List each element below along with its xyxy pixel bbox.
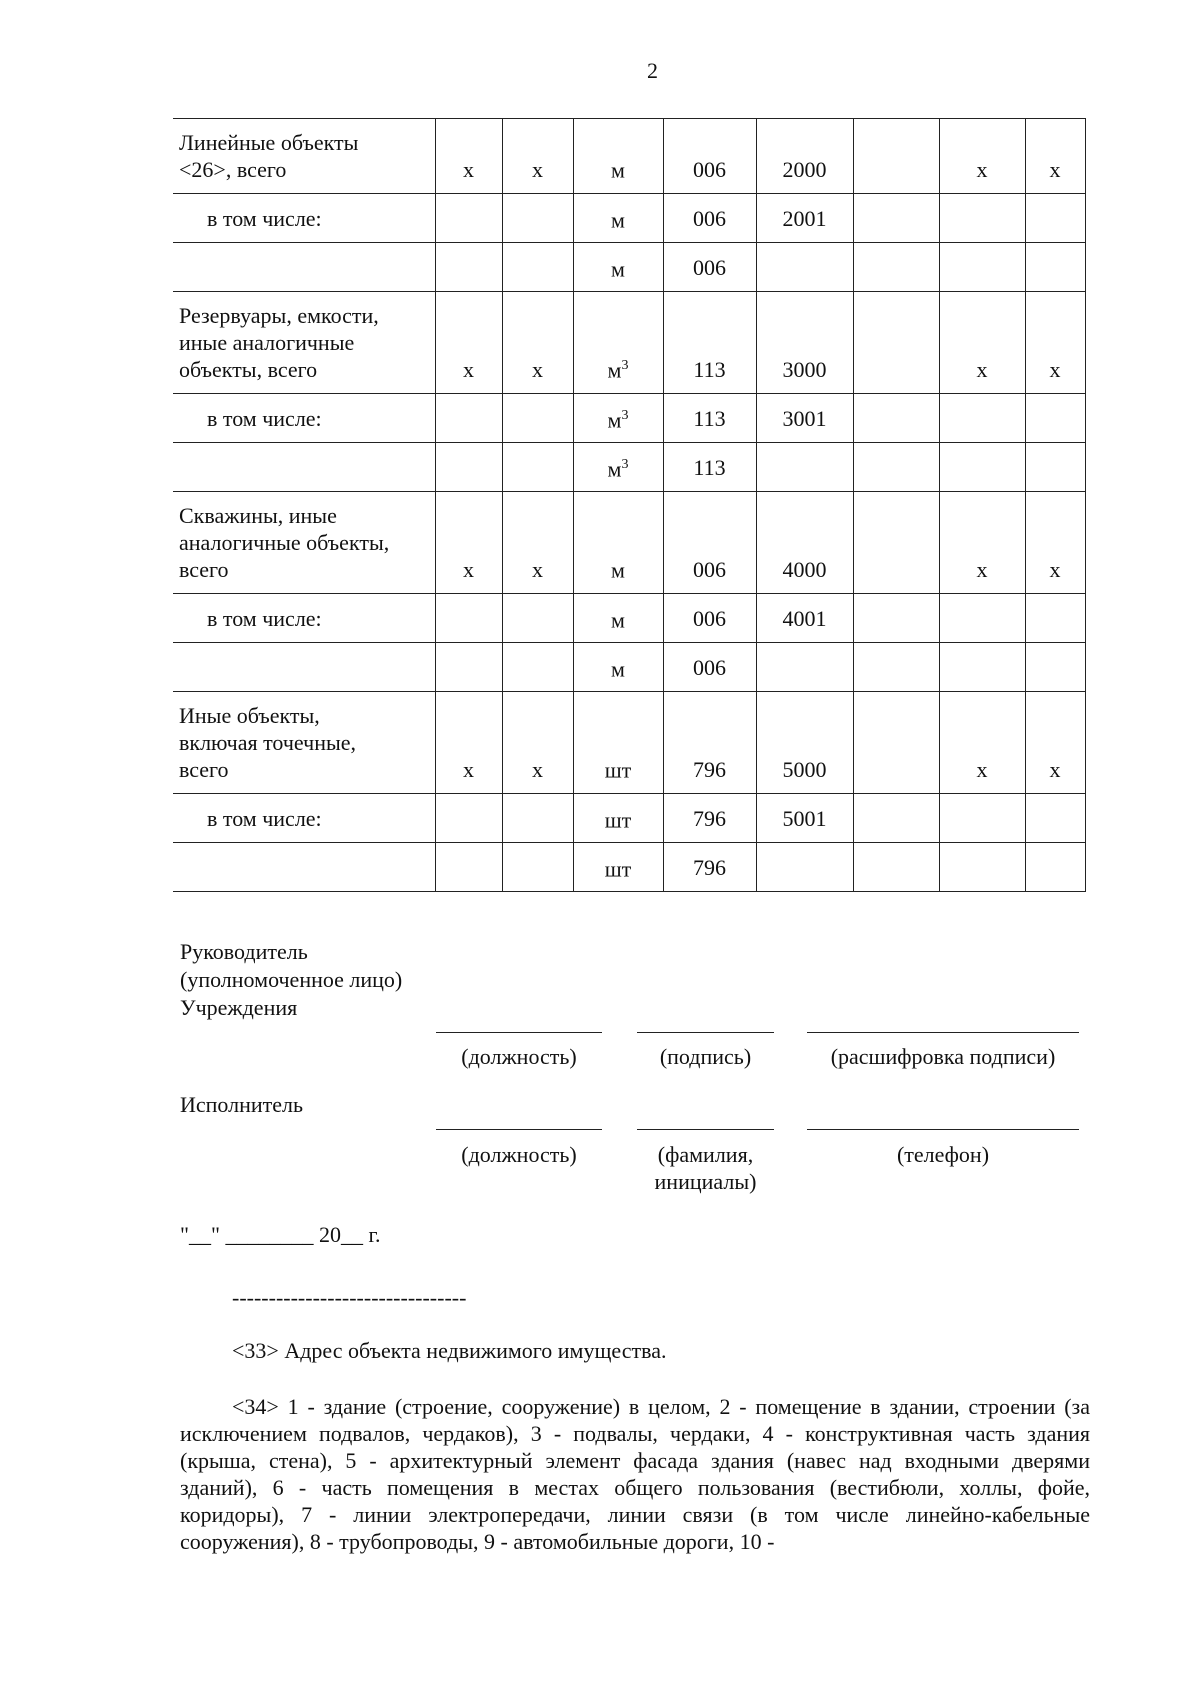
head-caption-decoding: (расшифровка подписи) xyxy=(830,1044,1056,1069)
cell-row-code xyxy=(756,492,853,594)
cell-row-code-text: 2001 xyxy=(782,205,827,231)
cell-col-7 xyxy=(939,643,1025,692)
exec-caption-phone: (телефон) xyxy=(896,1142,990,1167)
exec-caption-position: (должность) xyxy=(461,1142,577,1167)
cell-col-7-text: х xyxy=(976,357,988,382)
cell-col-1 xyxy=(435,692,502,794)
row-name xyxy=(173,692,435,794)
table-row xyxy=(173,843,1085,892)
cell-unit-text: м xyxy=(611,157,625,182)
cell-unit xyxy=(573,594,663,643)
cell-col-1-text: х xyxy=(463,757,474,782)
cell-col-2 xyxy=(502,292,573,394)
cell-col-7 xyxy=(939,492,1025,594)
cell-okei-code xyxy=(663,492,756,594)
cell-okei-code-text: 796 xyxy=(693,854,726,880)
head-label-line1: Руководитель xyxy=(180,939,308,964)
row-name xyxy=(173,194,435,243)
cell-row-code xyxy=(756,843,853,892)
cell-col-8 xyxy=(1025,594,1085,643)
exec-caption-name xyxy=(637,1141,774,1195)
cell-col-8 xyxy=(1025,492,1085,594)
cell-col-1 xyxy=(435,394,502,443)
cell-unit-text: м xyxy=(607,456,622,482)
cell-col-1-text: х xyxy=(463,357,474,382)
cell-col-7 xyxy=(939,194,1025,243)
cell-row-code xyxy=(756,443,853,492)
table-row xyxy=(173,692,1085,794)
cell-col-8 xyxy=(1025,243,1085,292)
cell-col-1 xyxy=(435,794,502,843)
cell-col-8 xyxy=(1025,692,1085,794)
cell-unit xyxy=(573,643,663,692)
row-name-line: Скважины, иные xyxy=(179,503,337,528)
cell-unit-text: м xyxy=(607,407,622,433)
cell-col-2 xyxy=(502,394,573,443)
cell-unit xyxy=(573,692,663,794)
table-row xyxy=(173,443,1085,492)
cell-col-2-text: х xyxy=(532,157,543,182)
row-name xyxy=(173,119,435,194)
cell-col-8 xyxy=(1025,843,1085,892)
cell-col-8-text: х xyxy=(1049,357,1061,382)
cell-col-1 xyxy=(435,643,502,692)
cell-col-6 xyxy=(853,194,939,243)
row-name-line: Резервуары, емкости, xyxy=(179,303,379,328)
cell-unit xyxy=(573,492,663,594)
row-name-line: в том числе: xyxy=(207,405,322,431)
cell-unit xyxy=(573,394,663,443)
cell-row-code xyxy=(756,594,853,643)
cell-col-8-text: х xyxy=(1049,557,1061,582)
unit-exponent: 3 xyxy=(621,357,629,373)
cell-col-7-text: х xyxy=(976,757,988,782)
row-name xyxy=(173,643,435,692)
cell-col-7 xyxy=(939,443,1025,492)
cell-col-2-text: х xyxy=(532,757,543,782)
cell-okei-code xyxy=(663,292,756,394)
cell-okei-code-text: 006 xyxy=(693,254,726,280)
cell-col-6 xyxy=(853,243,939,292)
cell-okei-code xyxy=(663,243,756,292)
cell-col-7 xyxy=(939,594,1025,643)
head-caption-position: (должность) xyxy=(461,1044,577,1069)
row-name-line: аналогичные объекты, xyxy=(179,530,390,555)
head-label xyxy=(180,938,402,1022)
row-name-line: иные аналогичные xyxy=(179,330,355,355)
cell-col-7-text: х xyxy=(976,157,988,182)
cell-unit-text: шт xyxy=(604,757,632,782)
date-line: "__" ________ 20__ г. xyxy=(180,1222,381,1247)
cell-col-2 xyxy=(502,194,573,243)
cell-col-6 xyxy=(853,492,939,594)
cell-okei-code xyxy=(663,594,756,643)
cell-row-code xyxy=(756,243,853,292)
cell-row-code xyxy=(756,794,853,843)
row-name xyxy=(173,443,435,492)
cell-col-6 xyxy=(853,843,939,892)
unit-exponent: 3 xyxy=(621,408,629,424)
exec-name-line xyxy=(637,1129,774,1130)
head-decoding-line xyxy=(807,1032,1079,1033)
row-name-line: <26>, всего xyxy=(179,157,287,182)
cell-col-8 xyxy=(1025,292,1085,394)
cell-unit xyxy=(573,843,663,892)
cell-col-7 xyxy=(939,394,1025,443)
cell-col-1 xyxy=(435,594,502,643)
table-row xyxy=(173,643,1085,692)
cell-col-8 xyxy=(1025,643,1085,692)
cell-col-6 xyxy=(853,119,939,194)
row-name-line: Иные объекты, xyxy=(179,703,320,728)
footnote-34: <34> 1 - здание (строение, сооружение) в целом, 2 - помещение в здании, строении (за исключением подвалов, чердаков), 3 - подвалы, чердаки, 4 - конструктивная часть здания (крыша, стена), 5 - архитектурный элемент фасада здания (навес над входными дверями зданий), 6 - часть помещения в местах общего пользования (вестибюли, холлы, фойе, коридоры), 7 - линии электропередачи, линии связи (в том числе линейно-кабельные сооружения), 8 - трубопроводы, 9 - автомобильные дороги, 10 - xyxy=(180,1394,1090,1554)
cell-okei-code xyxy=(663,843,756,892)
head-position-line xyxy=(436,1032,602,1033)
cell-okei-code xyxy=(663,119,756,194)
cell-row-code xyxy=(756,194,853,243)
cell-col-7 xyxy=(939,119,1025,194)
cell-unit-text: м xyxy=(611,207,625,233)
cell-unit-text: м xyxy=(611,557,625,582)
table-row xyxy=(173,243,1085,292)
cell-okei-code-text: 006 xyxy=(693,557,726,582)
table-row xyxy=(173,194,1085,243)
cell-col-2 xyxy=(502,643,573,692)
row-name xyxy=(173,292,435,394)
cell-col-1 xyxy=(435,292,502,394)
cell-row-code-text: 5001 xyxy=(782,805,827,831)
cell-col-6 xyxy=(853,794,939,843)
cell-unit xyxy=(573,292,663,394)
cell-col-1 xyxy=(435,194,502,243)
cell-unit xyxy=(573,794,663,843)
cell-okei-code-text: 006 xyxy=(693,654,726,680)
cell-col-8 xyxy=(1025,794,1085,843)
cell-col-7-text: х xyxy=(976,557,988,582)
cell-col-6 xyxy=(853,692,939,794)
cell-row-code-text: 3001 xyxy=(782,405,827,431)
cell-col-2-text: х xyxy=(532,557,543,582)
cell-okei-code xyxy=(663,194,756,243)
row-name-line: включая точечные, xyxy=(179,730,357,755)
cell-col-7 xyxy=(939,243,1025,292)
row-name xyxy=(173,243,435,292)
cell-col-8-text: х xyxy=(1049,757,1061,782)
cell-unit-text: м xyxy=(611,656,625,682)
row-name xyxy=(173,794,435,843)
exec-position-line xyxy=(436,1129,602,1130)
head-label-line3: Учреждения xyxy=(180,995,298,1020)
cell-okei-code-text: 006 xyxy=(693,205,726,231)
cell-row-code xyxy=(756,692,853,794)
cell-okei-code-text: 113 xyxy=(693,405,726,431)
cell-col-6 xyxy=(853,394,939,443)
table-row xyxy=(173,794,1085,843)
head-signature-line xyxy=(637,1032,774,1033)
cell-col-8 xyxy=(1025,394,1085,443)
cell-col-1 xyxy=(435,492,502,594)
table-row xyxy=(173,492,1085,594)
row-name-line: Линейные объекты xyxy=(179,130,359,155)
cell-row-code-text: 2000 xyxy=(782,157,827,182)
cell-row-code-text: 5000 xyxy=(782,757,827,782)
cell-col-2 xyxy=(502,794,573,843)
cell-okei-code xyxy=(663,443,756,492)
row-name-line: в том числе: xyxy=(207,205,322,231)
objects-table xyxy=(173,118,1086,892)
cell-col-2 xyxy=(502,119,573,194)
cell-col-2-text: х xyxy=(532,357,543,382)
cell-unit-text: шт xyxy=(604,856,632,882)
row-name-line: объекты, всего xyxy=(179,357,318,382)
cell-col-2 xyxy=(502,692,573,794)
cell-col-8 xyxy=(1025,194,1085,243)
cell-unit-text: м xyxy=(611,607,625,633)
table-row xyxy=(173,119,1085,194)
cell-row-code xyxy=(756,394,853,443)
cell-col-7 xyxy=(939,292,1025,394)
row-name-line: всего xyxy=(179,757,229,782)
executor-label: Исполнитель xyxy=(180,1092,304,1117)
cell-row-code xyxy=(756,292,853,394)
exec-phone-line xyxy=(807,1129,1079,1130)
cell-col-6 xyxy=(853,292,939,394)
exec-caption-name-line1: (фамилия, xyxy=(657,1142,754,1167)
cell-okei-code xyxy=(663,643,756,692)
cell-row-code-text: 4000 xyxy=(782,557,827,582)
cell-unit xyxy=(573,243,663,292)
table-row xyxy=(173,594,1085,643)
cell-col-7 xyxy=(939,692,1025,794)
cell-row-code xyxy=(756,643,853,692)
cell-okei-code xyxy=(663,692,756,794)
cell-col-8 xyxy=(1025,443,1085,492)
page-number: 2 xyxy=(647,58,658,83)
cell-col-7 xyxy=(939,843,1025,892)
cell-col-7 xyxy=(939,794,1025,843)
cell-okei-code-text: 006 xyxy=(693,157,726,182)
cell-col-2 xyxy=(502,243,573,292)
cell-row-code xyxy=(756,119,853,194)
cell-unit xyxy=(573,194,663,243)
cell-col-6 xyxy=(853,594,939,643)
cell-col-1 xyxy=(435,843,502,892)
cell-col-8 xyxy=(1025,119,1085,194)
cell-okei-code-text: 113 xyxy=(693,357,726,382)
row-name xyxy=(173,594,435,643)
cell-col-6 xyxy=(853,443,939,492)
footnote-separator: -------------------------------- xyxy=(232,1285,467,1310)
cell-unit-text: м xyxy=(607,357,622,382)
row-name xyxy=(173,843,435,892)
cell-unit xyxy=(573,443,663,492)
head-caption-signature: (подпись) xyxy=(659,1044,752,1069)
cell-col-2 xyxy=(502,443,573,492)
unit-exponent: 3 xyxy=(621,457,629,473)
table-row xyxy=(173,394,1085,443)
cell-col-1-text: х xyxy=(463,557,474,582)
cell-col-6 xyxy=(853,643,939,692)
cell-okei-code-text: 006 xyxy=(693,605,726,631)
row-name xyxy=(173,492,435,594)
cell-unit-text: шт xyxy=(604,807,632,833)
row-name-line: в том числе: xyxy=(207,805,322,831)
cell-okei-code-text: 113 xyxy=(693,454,726,480)
cell-okei-code-text: 796 xyxy=(693,805,726,831)
cell-okei-code xyxy=(663,794,756,843)
cell-okei-code xyxy=(663,394,756,443)
cell-col-2 xyxy=(502,492,573,594)
cell-col-1 xyxy=(435,243,502,292)
cell-unit-text: м xyxy=(611,256,625,282)
cell-col-1-text: х xyxy=(463,157,474,182)
objects-table-body xyxy=(173,119,1085,892)
head-label-line2: (уполномоченное лицо) xyxy=(180,967,403,992)
row-name xyxy=(173,394,435,443)
cell-okei-code-text: 796 xyxy=(693,757,726,782)
cell-col-2 xyxy=(502,843,573,892)
table-row xyxy=(173,292,1085,394)
cell-col-1 xyxy=(435,443,502,492)
cell-row-code-text: 4001 xyxy=(782,605,827,631)
row-name-line: всего xyxy=(179,557,229,582)
cell-col-8-text: х xyxy=(1049,157,1061,182)
cell-unit xyxy=(573,119,663,194)
row-name-line: в том числе: xyxy=(207,605,322,631)
cell-row-code-text: 3000 xyxy=(782,357,827,382)
footnote-33: <33> Адрес объекта недвижимого имущества. xyxy=(232,1338,667,1363)
cell-col-1 xyxy=(435,119,502,194)
exec-caption-name-line2: инициалы) xyxy=(654,1169,757,1194)
cell-col-2 xyxy=(502,594,573,643)
